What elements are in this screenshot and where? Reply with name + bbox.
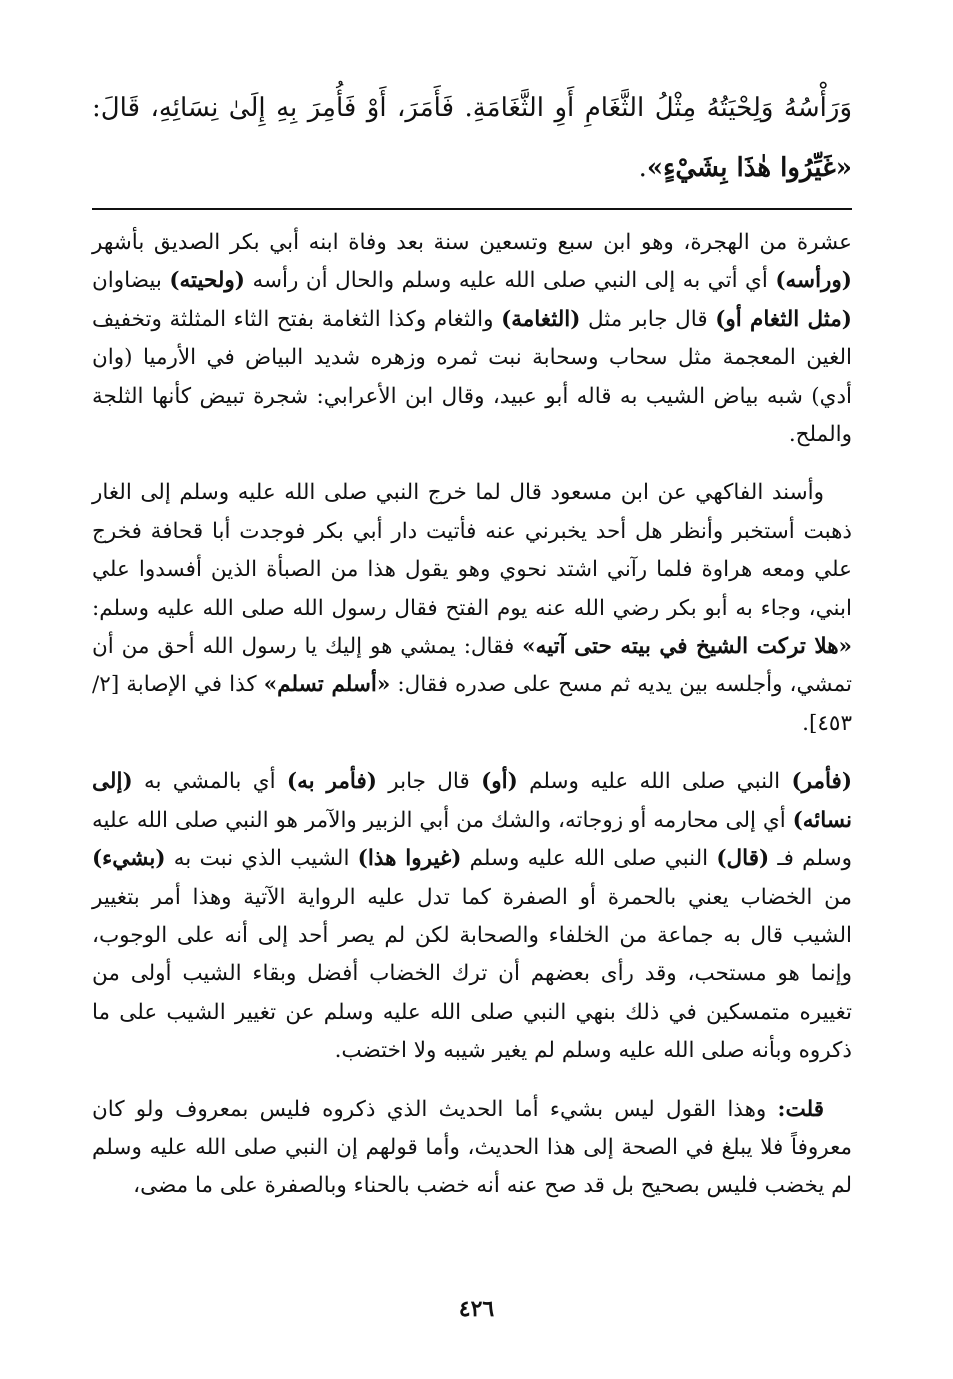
quoted-term: (ورأسه) xyxy=(775,268,852,294)
text-run: فقال: يمشي هو إليك يا رسول الله أحق من أن تمشي، وأجلسه بين يديه ثم مسح على صدره فقال: xyxy=(92,634,852,698)
commentary-paragraph-2 xyxy=(92,474,852,743)
footnote-divider xyxy=(92,208,852,210)
page-number: ٤٢٦ xyxy=(458,1296,495,1322)
text-run: قال جابر xyxy=(376,769,482,795)
hadith-text-part: . xyxy=(638,153,647,183)
commentary-paragraph-4 xyxy=(92,1091,852,1206)
text-run: كذا في الإصابة [٢/ ٤٥٣]. xyxy=(92,672,852,736)
text-run: من الخضاب يعني بالحمرة أو الصفرة كما تدل عليه الرواية الآتية وهذا أمر بتغيير الشيب قال به جماعة من الخلفاء والصحابة لكن لم يصر أحد إلى أنه على الوجوب، وإنما هو مستحب، وقد رأى بعضهم أن ترك الخضاب أفضل وبقاء الشيب أولى من تغييره متمسكين في ذلك بنهي النبي صلى الله عليه وسلم عن تغيير الشيب على ما ذكروه وبأنه صلى الله عليه وسلم لم يغير شيبه ولا اختضب. xyxy=(92,884,852,1064)
commentary xyxy=(92,224,852,1206)
text-run: الشيب الذي نبت به xyxy=(165,846,358,872)
text-run: وهذا القول ليس بشيء أما الحديث الذي ذكروه فليس بمعروف ولو كان معروفاً فلا يبلغ في الصحة إلى هذا الحديث، وأما قولهم إن النبي صلى الله عليه وسلم لم يخضب فليس بصحيح بل قد صح عنه أنه خضب بالحناء وبالصفرة على ما مضى، xyxy=(92,1096,852,1199)
quoted-term: (الثغامة) xyxy=(501,306,581,332)
text-run: قال جابر مثل xyxy=(580,306,716,332)
text-run: بيضاوان xyxy=(92,268,170,294)
text-run: عشرة من الهجرة، وهو ابن سبع وتسعين سنة بعد وفاة ابنه أبي بكر الصديق بأشهر xyxy=(92,230,852,255)
text-run: أي بالمشي به xyxy=(132,769,287,795)
quoted-term: (قال) xyxy=(716,846,770,872)
commentary-paragraph-3 xyxy=(92,763,852,1070)
text-run: النبي صلى الله عليه وسلم xyxy=(517,769,792,795)
quoted-term: (غيروا هذا) xyxy=(357,846,462,872)
quoted-term: (فأمر به) xyxy=(286,769,377,795)
hadith-text xyxy=(92,78,852,198)
hadith-quote: «غَيِّرُوا هٰذَا بِشَيْءٍ» xyxy=(646,153,852,183)
text-run: أي إلى محارمه أو زوجاته، والشك من أبي الزبير والآمر هو النبي صلى الله عليه وسلم فـ xyxy=(92,807,852,872)
quoted-term: قلت: xyxy=(777,1096,824,1122)
quoted-term: (أو) xyxy=(481,769,518,795)
quoted-term: (مثل الثغام أو) xyxy=(715,306,852,332)
quoted-term: (فأمر) xyxy=(791,769,852,795)
page-body xyxy=(92,78,852,1226)
quoted-term: (بشيء) xyxy=(92,846,166,872)
text-run: النبي صلى الله عليه وسلم xyxy=(461,846,717,872)
commentary-paragraph-1 xyxy=(92,224,852,454)
quoted-term: «أسلم تسلم» xyxy=(263,672,391,698)
quoted-term: (إلى نسائه) xyxy=(92,769,852,833)
text-run: والثغام وكذا الثغامة بفتح الثاء المثلثة وتخفيف الغين المعجمة مثل سحاب وسحابة نبت ثمره وزهره شديد البياض في الأرميا (وان أدي) شبه بياض الشيب به قاله أبو عبيد، وقال ابن الأعرابي: شجرة تبيض كأنها الثلجة والملح. xyxy=(92,306,852,448)
quoted-term: (ولحيته) xyxy=(169,268,245,294)
hadith-text-part: وَرَأْسُهُ وَلِحْيَتُهُ مِثْلُ الثَّغَامِ أَوِ الثَّغَامَةِ. فَأَمَرَ، أَوْ فَأُمِرَ بِهِ إِلَىٰ نِسَائِهِ، قَالَ: xyxy=(92,93,852,123)
quoted-term: «هلا تركت الشيخ في بيته حتى آتيه» xyxy=(522,634,852,660)
text-run: وأسند الفاكهي عن ابن مسعود قال لما خرج النبي صلى الله عليه وسلم إلى الغار ذهبت أستخبر وأنظر هل أحد يخبرني عنه فأتيت دار أبي بكر فوجدت أبا قحافة فخرج علي ومعه هراوة فلما رآني اشتد نحوي وهو يقول هذا من الصبأة الذين أفسدوا علي ابني، وجاء به أبو بكر رضي الله عنه يوم الفتح فقال رسول الله صلى الله عليه وسلم: xyxy=(92,480,852,621)
text-run: أي أتي به إلى النبي صلى الله عليه وسلم والحال أن رأسه xyxy=(244,268,776,294)
